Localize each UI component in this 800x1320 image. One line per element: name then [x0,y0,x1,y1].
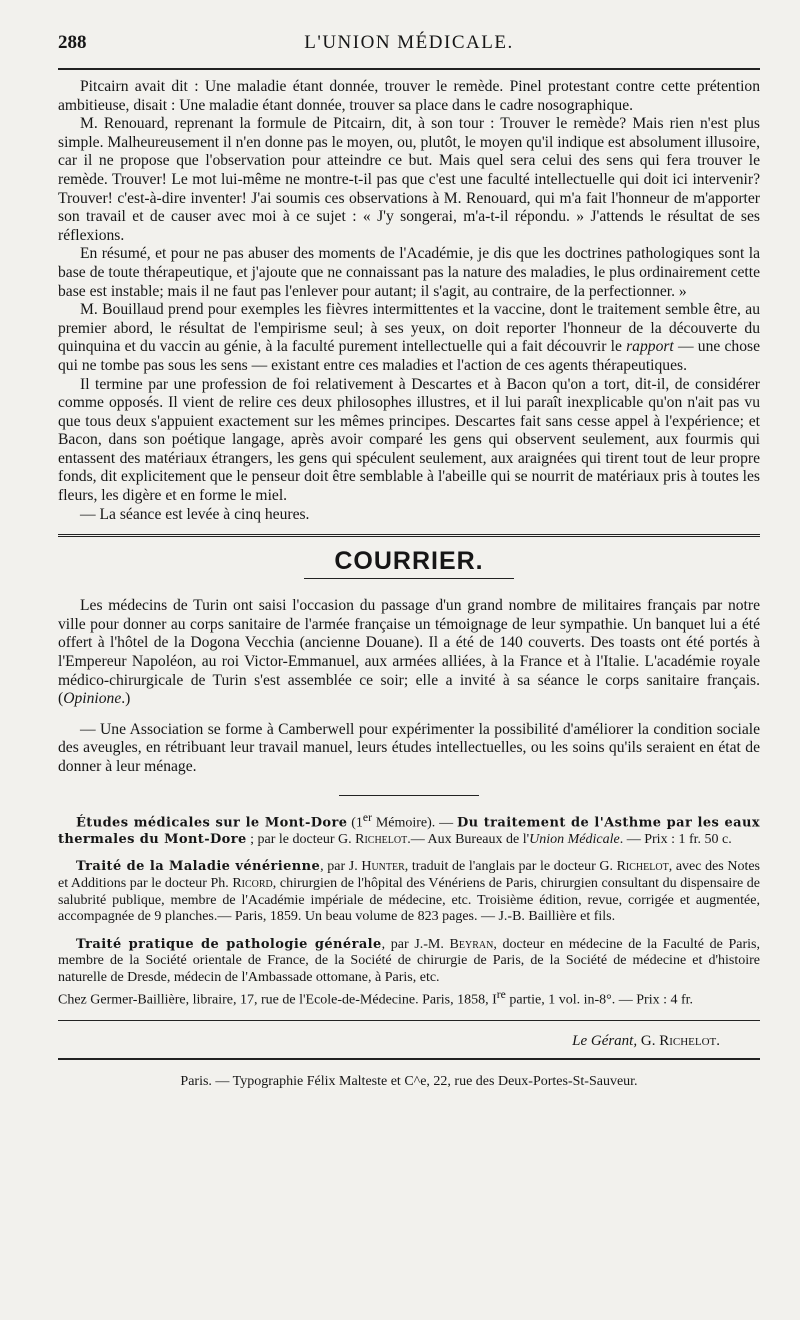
page-number: 288 [58,32,87,53]
section-divider [58,534,760,537]
paragraph-pitcairn: Pitcairn avait dit : Une maladie étant donnée, trouver le remède. Pinel protestant contre cette prétention ambitieuse, disait : Une maladie étant donnée, trouver sa place dans le cadre nosographique. [58,78,760,114]
footer-rule [58,1020,760,1021]
academy-report [58,78,760,524]
bibliography-entry: Études médicales sur le Mont-Dore (1er Mémoire). — Du traitement de l'Asthme par les eaux thermales du Mont-Dore ; par le docteur G. Richelot.— Aux Bureaux de l'Union Médicale. — Prix : 1 fr. 50 c. [58,810,760,847]
courrier-heading [58,547,760,579]
session-closing: — La séance est levée à cinq heures. [80,505,310,523]
header-rule [58,68,760,70]
bibliography-entry: Traité de la Maladie vénérienne, par J. Hunter, traduit de l'anglais par le docteur G. Richelot, avec des Notes et Additions par le docteur Ph. Ricord, chirurgien de l'hôpital des Vénériens de Paris, chirurgien consultant du dispensaire de salubrité publique, membre de l'Académie impériale de médecine, etc. Troisième édition, revue, corrigée et augmentée, accompagnée de 9 planches.— Paris, 1859. Un beau volume de 823 pages. — J.-B. Baillière et fils. [58,859,761,925]
paragraph-renouard: M. Renouard, reprenant la formule de Pitcairn, dit, à son tour : Trouver le remède? Mais rien n'est plus simple. Malheureusement il n'en donne pas le moyen, ou, plutôt, le moyen qu'il indique est absolument illusoire, car il ne propose que l'observation pour atteindre ce but. Mais quel sera celui des sens qui fera trouver le remède. Trouver! Le mot lui-même ne montre-t-il pas que c'est une faculté intellectuelle qui doit ici intervenir? Trouver! c'est-à-dire inventer! J'ai soumis ces observations à M. Renouard, qui m'a fait l'honneur de m'apporter son travail et de causer avec moi à ce sujet : « J'y songerai, m'a-t-il répondu. » J'attends le résultat de ses réflexions. [58,115,760,244]
bibliography-divider [339,795,479,796]
paragraph-descartes-bacon: Il termine par une profession de foi relativement à Descartes et à Bacon qu'on a tort, dit-il, de considérer comme opposés. Il vient de relire ces deux philosophes illustres, et il lui paraît inexplicable qu'on n'ait pas vu que tous deux s'appuient exactement sur les mêmes principes. Descartes fait sans cesse appel à l'expérience; et Bacon, dans son poétique langage, après avoir comparé les gens qui observent seulement, aux fourmis qui entassent des matériaux étrangers, les gens qui spéculent seulement, aux araignées qui tirent tout de leur propre fonds, dit explicitement que le penseur doit être semblable à l'abeille qui se nourrit de matériaux pris à toutes les fleurs, les digère et en forme le miel. [58,375,760,505]
courrier-title: COURRIER. [304,547,513,579]
courrier-turin-paragraph: Les médecins de Turin ont saisi l'occasion du passage d'un grand nombre de militaires français par notre ville pour donner au corps sanitaire de l'armée française un témoignage de leur sympathie. Un banquet lui a été offert à l'hôtel de la Dogona Vecchia (ancienne Douane). Il a été de 140 couverts. Des toasts ont été portés à l'Empereur Napoléon, au roi Victor-Emmanuel, aux armées alliées, à la France et à l'Italie. L'académie royale médico-chirurgicale de Turin s'est assemblée ce soir; elle a invité à sa séance le corps sanitaire français. (Opinione.) [58,597,760,708]
gerant-signature: Le Gérant, G. Richelot. [572,1032,720,1049]
bibliography-entry: Traité pratique de pathologie générale, par J.-M. Beyran, docteur en médecine de la Faculté de Paris, membre de la Société orientale de France, de la Société de chirurgie de Paris, de la Société de médecine et d'histoire naturelle de Dresde, médecin de l'Ambassade ottomane, à Paris, etc. Chez Germer-Baillière, libraire, 17, rue de l'Ecole-de-Médecine. Paris, 1858, Ire partie, 1 vol. in-8°. — Prix : 4 fr. [58,936,760,1008]
running-title: L'UNION MÉDICALE. [304,32,514,53]
bibliography [58,810,760,1009]
page-header [58,28,760,68]
paragraph-resume: En résumé, et pour ne pas abuser des moments de l'Académie, je dis que les doctrines pathologiques sont la base de toute thérapeutique, et j'ajoute que ne connaissant pas la nature des maladies, le plus ordinairement cette base est instable; mais il ne faut pas l'enlever pour autant; il s'agit, au contraire, de la perfectionner. » [58,245,760,300]
courrier-camberwell-paragraph: — Une Association se forme à Camberwell pour expérimenter la possibilité d'améliorer la condition sociale des aveugles, en rétribuant leur travail manuel, leurs études intellectuelles, ou les soins qu'ils seraient en état de donner à leur ménage. [58,720,760,775]
printer-imprint: Paris. — Typographie Félix Malteste et C^e, 22, rue des Deux-Portes-St-Sauveur. [180,1073,638,1089]
spacer [58,709,760,721]
imprint-rule [58,1058,760,1060]
paragraph-bouillaud: M. Bouillaud prend pour exemples les fièvres intermittentes et la vaccine, dont le traitement semble être, au premier abord, le résultat de l'empirisme seul; à ses yeux, on doit reporter l'honneur de la découverte du quinquina et du vaccin au génie, à la faculté purement intellectuelle qui a fait découvrir le rapport — une chose qui ne tombe pas sous les sens — existant entre ces maladies et l'action de ces agents thérapeutiques. [58,301,760,374]
